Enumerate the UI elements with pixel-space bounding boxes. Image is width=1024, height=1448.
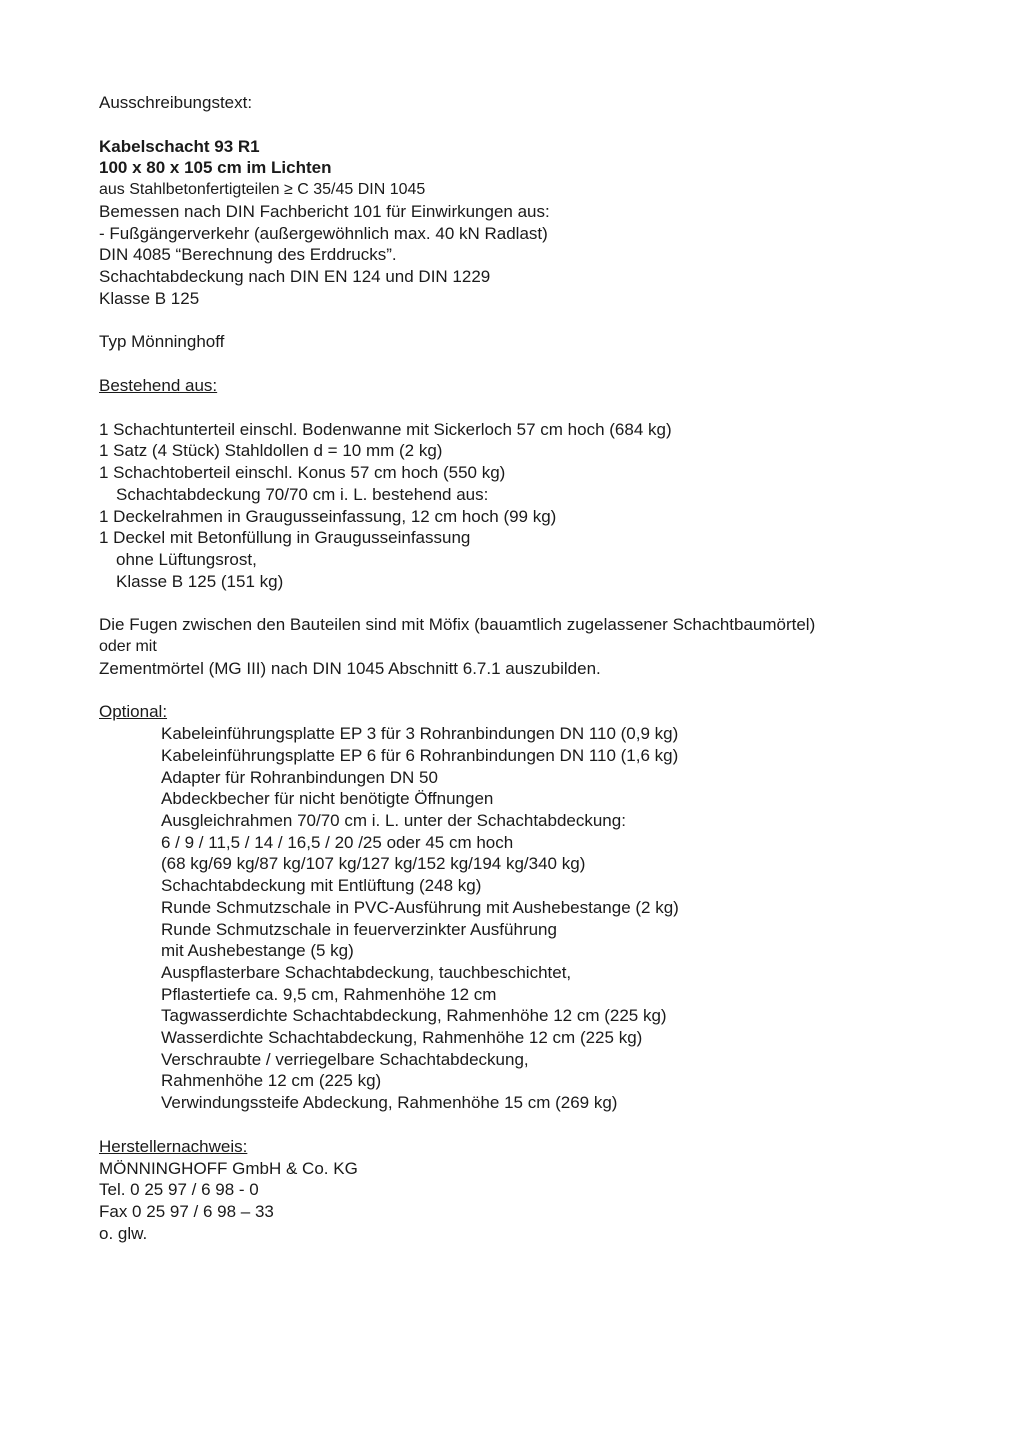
spec-line: aus Stahlbetonfertigteilen ≥ C 35/45 DIN 1045 bbox=[99, 181, 426, 199]
optional-item: Kabeleinführungsplatte EP 3 für 3 Rohranbindungen DN 110 (0,9 kg) bbox=[161, 724, 679, 744]
optional-item: Tagwasserdichte Schachtabdeckung, Rahmenhöhe 12 cm (225 kg) bbox=[161, 1006, 667, 1026]
spacer bbox=[99, 679, 979, 701]
optional-item: Ausgleichrahmen 70/70 cm i. L. unter der Schachtabdeckung: bbox=[161, 810, 626, 830]
optional-item: (68 kg/69 kg/87 kg/107 kg/127 kg/152 kg/194 kg/340 kg) bbox=[161, 854, 586, 874]
document-page bbox=[99, 92, 979, 1244]
spec-block bbox=[99, 179, 979, 309]
joints-line: oder mit bbox=[99, 638, 157, 656]
type-line: Typ Mönninghoff bbox=[99, 332, 225, 352]
spacer bbox=[99, 397, 979, 419]
component-item: 1 Deckel mit Betonfüllung in Graugusseinfassung bbox=[99, 528, 471, 548]
optional-item: Auspflasterbare Schachtabdeckung, tauchbeschichtet, bbox=[161, 962, 572, 982]
spacer bbox=[99, 1114, 979, 1136]
components-heading: Bestehend aus: bbox=[99, 376, 218, 396]
manufacturer-heading: Herstellernachweis: bbox=[99, 1136, 248, 1156]
document-title: Kabelschacht 93 R1 bbox=[99, 136, 260, 156]
optional-item: Verschraubte / verriegelbare Schachtabdeckung, bbox=[161, 1049, 529, 1069]
optional-item: Kabeleinführungsplatte EP 6 für 6 Rohranbindungen DN 110 (1,6 kg) bbox=[161, 745, 679, 765]
spacer bbox=[99, 353, 979, 375]
optional-heading: Optional: bbox=[99, 702, 168, 722]
spacer bbox=[99, 592, 979, 614]
optional-item: Runde Schmutzschale in PVC-Ausführung mit Aushebestange (2 kg) bbox=[161, 897, 679, 917]
optional-item: Adapter für Rohranbindungen DN 50 bbox=[161, 767, 438, 787]
manufacturer-fax: Fax 0 25 97 / 6 98 – 33 bbox=[99, 1201, 274, 1221]
optional-item: Rahmenhöhe 12 cm (225 kg) bbox=[161, 1071, 382, 1091]
equivalent-note: o. glw. bbox=[99, 1223, 148, 1243]
spec-line: DIN 4085 “Berechnung des Erddrucks”. bbox=[99, 245, 397, 265]
component-item: 1 Schachtunterteil einschl. Bodenwanne mit Sickerloch 57 cm hoch (684 kg) bbox=[99, 419, 672, 439]
optional-list bbox=[99, 723, 979, 1114]
spec-line: Bemessen nach DIN Fachbericht 101 für Einwirkungen aus: bbox=[99, 201, 550, 221]
spec-line: Schachtabdeckung nach DIN EN 124 und DIN 1229 bbox=[99, 266, 491, 286]
spec-line: Klasse B 125 bbox=[99, 288, 200, 308]
optional-item: Pflastertiefe ca. 9,5 cm, Rahmenhöhe 12 cm bbox=[161, 984, 497, 1004]
manufacturer-name: MÖNNINGHOFF GmbH & Co. KG bbox=[99, 1158, 358, 1178]
spec-line: - Fußgängerverkehr (außergewöhnlich max. 40 kN Radlast) bbox=[99, 223, 548, 243]
component-item: 1 Schachtoberteil einschl. Konus 57 cm hoch (550 kg) bbox=[99, 463, 506, 483]
spacer bbox=[99, 309, 979, 331]
joints-paragraph bbox=[99, 614, 979, 679]
optional-item: Abdeckbecher für nicht benötigte Öffnungen bbox=[161, 789, 494, 809]
joints-line: Zementmörtel (MG III) nach DIN 1045 Abschnitt 6.7.1 auszubilden. bbox=[99, 658, 601, 678]
manufacturer-phone: Tel. 0 25 97 / 6 98 - 0 bbox=[99, 1180, 259, 1200]
optional-item: Schachtabdeckung mit Entlüftung (248 kg) bbox=[161, 876, 482, 896]
intro-label: Ausschreibungstext: bbox=[99, 93, 253, 112]
manufacturer-block bbox=[99, 1158, 979, 1245]
component-item: Schachtabdeckung 70/70 cm i. L. bestehend aus: bbox=[116, 484, 489, 504]
optional-item: Wasserdichte Schachtabdeckung, Rahmenhöhe 12 cm (225 kg) bbox=[161, 1028, 643, 1048]
component-item: Klasse B 125 (151 kg) bbox=[116, 571, 284, 591]
optional-item: Runde Schmutzschale in feuerverzinkter Ausführung bbox=[161, 919, 557, 939]
joints-line: Die Fugen zwischen den Bauteilen sind mit Möfix (bauamtlich zugelassener Schachtbaumörtel) bbox=[99, 615, 816, 635]
component-item: 1 Satz (4 Stück) Stahldollen d = 10 mm (2 kg) bbox=[99, 441, 443, 461]
optional-item: Verwindungssteife Abdeckung, Rahmenhöhe 15 cm (269 kg) bbox=[161, 1093, 618, 1113]
components-list bbox=[99, 419, 979, 593]
component-item: 1 Deckelrahmen in Graugusseinfassung, 12 cm hoch (99 kg) bbox=[99, 506, 557, 526]
spacer bbox=[99, 114, 979, 136]
optional-item: mit Aushebestange (5 kg) bbox=[161, 941, 354, 961]
document-subtitle: 100 x 80 x 105 cm im Lichten bbox=[99, 158, 332, 178]
optional-item: 6 / 9 / 11,5 / 14 / 16,5 / 20 /25 oder 45 cm hoch bbox=[161, 832, 514, 852]
component-item: ohne Lüftungsrost, bbox=[116, 549, 257, 569]
